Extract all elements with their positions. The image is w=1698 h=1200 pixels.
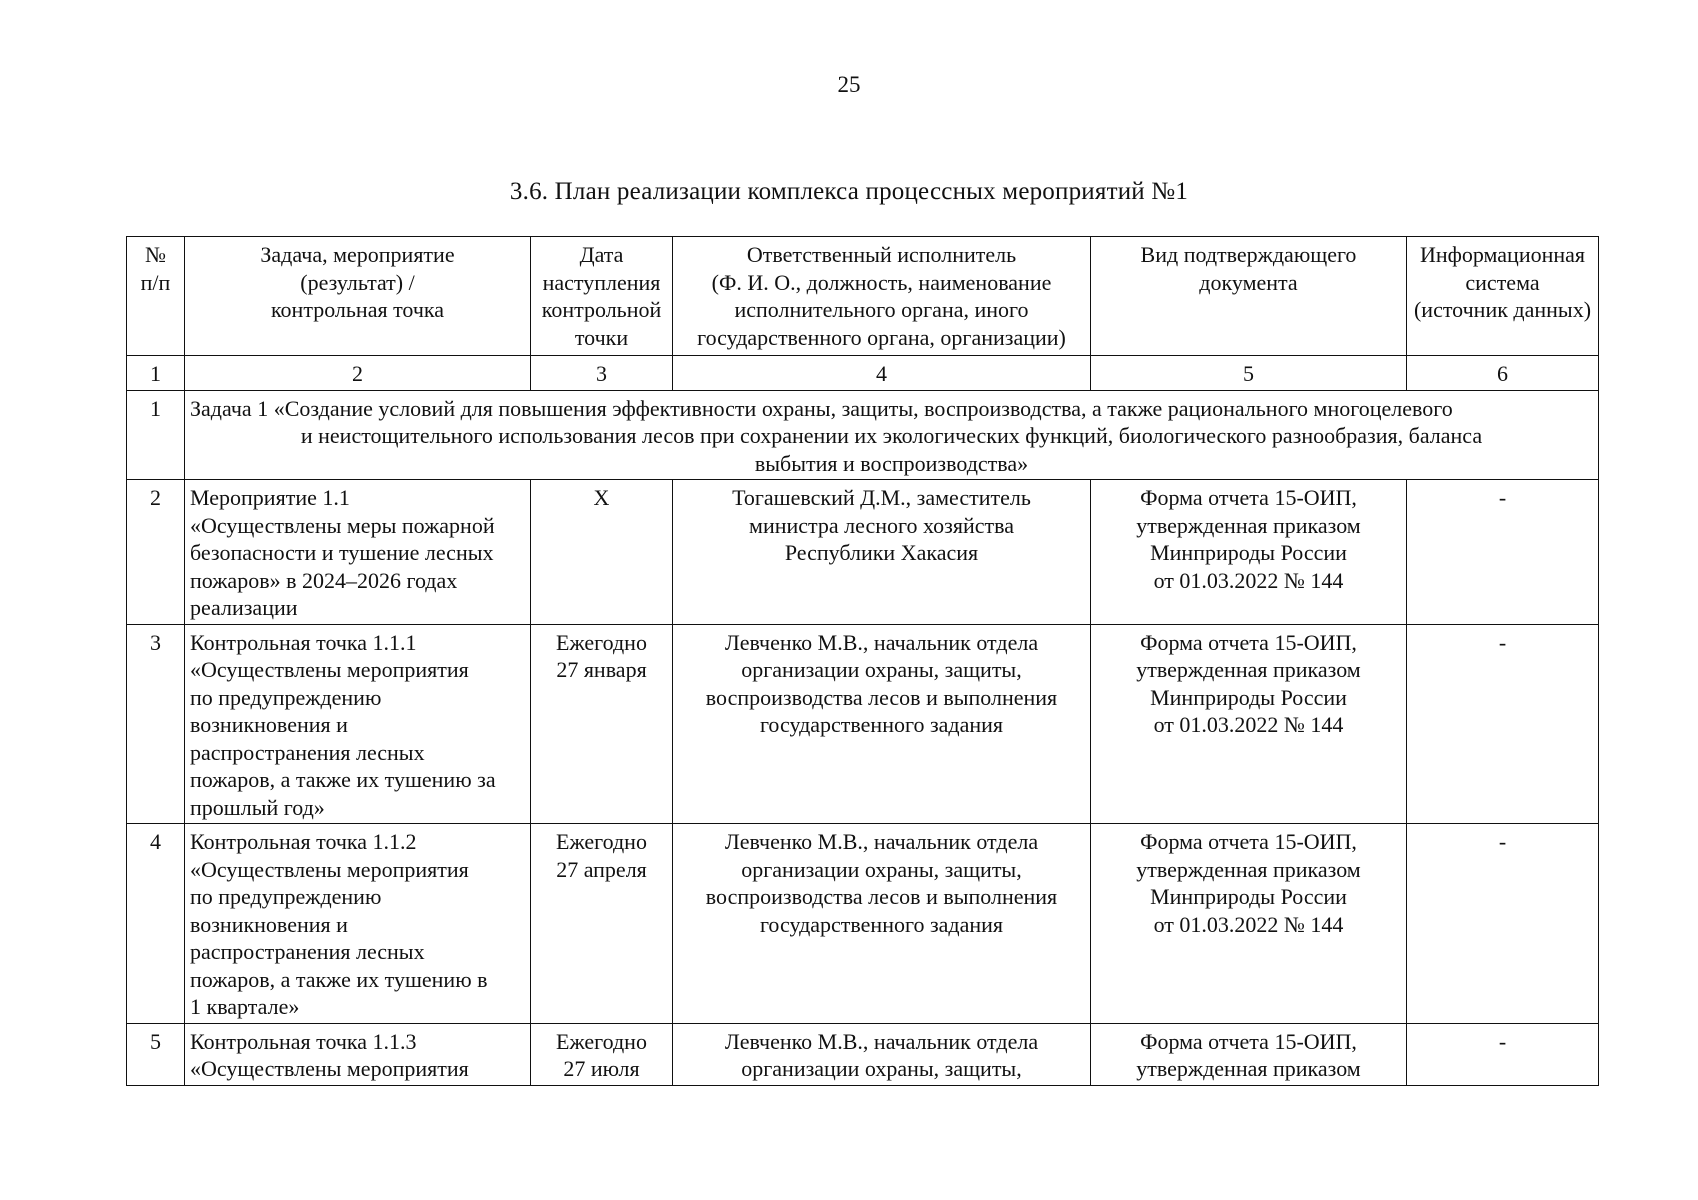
text-line: прошлый год»	[190, 794, 325, 820]
column-number: 4	[673, 356, 1091, 391]
text-line: Задача, мероприятие	[260, 242, 455, 267]
row-number: 4	[127, 824, 185, 1024]
text-line: утвержденная приказом	[1136, 1056, 1361, 1081]
text-line: «Осуществлены мероприятия	[190, 657, 469, 682]
column-number: 1	[127, 356, 185, 391]
text-line: Ежегодно	[556, 1028, 647, 1054]
text-line: Вид подтверждающего	[1140, 242, 1357, 267]
text-line: Информационная	[1419, 242, 1586, 267]
text-line: государственного задания	[759, 911, 1004, 937]
text-line: «Осуществлены меры пожарной	[190, 512, 495, 538]
document-cell	[1091, 480, 1407, 625]
text-line: Форма отчета 15-ОИП,	[1140, 629, 1357, 655]
text-line: от 01.03.2022 № 144	[1153, 712, 1344, 737]
text-line: воспроизводства лесов и выполнения	[705, 684, 1058, 710]
text-line: организации охраны, защиты,	[741, 657, 1022, 682]
text-line: 27 апреля	[556, 856, 647, 882]
text-line: Контрольная точка 1.1.2	[190, 829, 417, 854]
text-line: №	[145, 242, 166, 267]
text-line: безопасности и тушение лесных	[190, 540, 494, 565]
task-line: выбытия и воспроизводства»	[754, 450, 1029, 476]
table-row	[127, 480, 1599, 625]
text-line: организации охраны, защиты,	[741, 1056, 1022, 1081]
text-line: от 01.03.2022 № 144	[1153, 567, 1344, 593]
text-line: (источник данных)	[1413, 297, 1592, 322]
text-line: точки	[574, 324, 629, 350]
system-cell: -	[1407, 1023, 1599, 1085]
text-line: Контрольная точка 1.1.1	[190, 629, 417, 655]
row-number: 1	[127, 390, 185, 480]
header-system	[1407, 237, 1599, 356]
event-cell	[185, 480, 531, 625]
header-task	[185, 237, 531, 356]
row-number: 5	[127, 1023, 185, 1085]
executor-cell	[673, 480, 1091, 625]
text-line: по предупреждению	[190, 884, 382, 909]
document-title: 3.6. План реализации комплекса процессных мероприятий №1	[509, 178, 1189, 205]
text-line: Тогашевский Д.М., заместитель	[732, 485, 1031, 510]
page-number: 25	[837, 72, 861, 97]
text-line: утвержденная приказом	[1136, 657, 1361, 682]
text-line: Левченко М.В., начальник отдела	[724, 629, 1039, 655]
text-line: распространения лесных	[190, 739, 425, 765]
text-line: Левченко М.В., начальник отдела	[724, 1028, 1039, 1054]
text-line: возникновения и	[190, 712, 348, 737]
text-line: Республики Хакасия	[784, 540, 979, 565]
text-line: Ответственный исполнитель	[746, 242, 1017, 267]
text-line: министра лесного хозяйства	[749, 512, 1014, 538]
text-line: наступления	[542, 269, 661, 295]
text-line: X	[593, 485, 610, 510]
text-line: Минприроды России	[1150, 884, 1347, 909]
event-cell	[185, 1023, 531, 1085]
system-cell: -	[1407, 824, 1599, 1024]
text-line: 1 квартале»	[190, 994, 300, 1019]
event-cell	[185, 824, 531, 1024]
header-executor	[673, 237, 1091, 356]
text-line: Контрольная точка 1.1.3	[190, 1028, 417, 1054]
task-line: Задача 1 «Создание условий для повышения эффективности охраны, защиты, воспроизводства, а также рационального многоцелевого	[190, 395, 1453, 421]
text-line: Мероприятие 1.1	[190, 485, 350, 510]
text-line: Форма отчета 15-ОИП,	[1140, 485, 1357, 510]
text-line: (результат) /	[300, 269, 415, 295]
system-cell: -	[1407, 624, 1599, 824]
text-line: документа	[1199, 269, 1298, 295]
header-date	[531, 237, 673, 356]
task-line: и неистощительного использования лесов при сохранении их экологических функций, биологического разнообразия, баланса	[300, 423, 1483, 448]
column-number: 6	[1407, 356, 1599, 391]
text-line: возникновения и	[190, 911, 348, 937]
text-line: контрольная точка	[270, 297, 445, 322]
text-line: Ежегодно	[556, 629, 647, 655]
task-row	[127, 390, 1599, 480]
text-line: распространения лесных	[190, 939, 425, 964]
text-line: Минприроды России	[1150, 540, 1347, 565]
text-line: пожаров, а также их тушению в	[190, 966, 488, 992]
event-cell	[185, 624, 531, 824]
text-line: пожаров, а также их тушению за	[190, 767, 496, 792]
column-numbers-row	[127, 356, 1599, 391]
text-line: Левченко М.В., начальник отдела	[724, 829, 1039, 854]
table-header	[127, 237, 1599, 356]
text-line: реализации	[190, 595, 298, 620]
text-line: пожаров» в 2024–2026 годах	[190, 567, 458, 593]
document-cell	[1091, 1023, 1407, 1085]
header-num	[127, 237, 185, 356]
text-line: 27 января	[556, 657, 647, 682]
text-line: утвержденная приказом	[1136, 856, 1361, 882]
plan-table	[126, 236, 1599, 1086]
column-number: 2	[185, 356, 531, 391]
text-line: государственного органа, организации)	[697, 324, 1066, 350]
table-rows	[127, 480, 1599, 1086]
executor-cell	[673, 1023, 1091, 1085]
text-line: Ежегодно	[556, 829, 647, 854]
text-line: организации охраны, защиты,	[741, 856, 1022, 882]
date-cell	[531, 480, 673, 625]
text-line: система	[1465, 269, 1540, 295]
date-cell	[531, 824, 673, 1024]
executor-cell	[673, 624, 1091, 824]
text-line: по предупреждению	[190, 684, 382, 710]
table-row	[127, 824, 1599, 1024]
text-line: (Ф. И. О., должность, наименование	[711, 269, 1052, 295]
document-cell	[1091, 624, 1407, 824]
table-row	[127, 624, 1599, 824]
column-number: 3	[531, 356, 673, 391]
text-line: Форма отчета 15-ОИП,	[1140, 1028, 1357, 1054]
header-document	[1091, 237, 1407, 356]
text-line: от 01.03.2022 № 144	[1153, 911, 1344, 937]
text-line: «Осуществлены мероприятия	[190, 1056, 469, 1081]
executor-cell	[673, 824, 1091, 1024]
text-line: п/п	[140, 269, 171, 295]
text-line: Форма отчета 15-ОИП,	[1140, 829, 1357, 854]
date-cell	[531, 624, 673, 824]
text-line: Дата	[579, 242, 624, 267]
system-cell: -	[1407, 480, 1599, 625]
table-row	[127, 1023, 1599, 1085]
text-line: исполнительного органа, иного	[734, 297, 1029, 322]
text-line: утвержденная приказом	[1136, 512, 1361, 538]
date-cell	[531, 1023, 673, 1085]
text-line: воспроизводства лесов и выполнения	[705, 884, 1058, 909]
text-line: «Осуществлены мероприятия	[190, 856, 469, 882]
text-line: государственного задания	[759, 712, 1004, 737]
row-number: 3	[127, 624, 185, 824]
column-number: 5	[1091, 356, 1407, 391]
text-line: Минприроды России	[1150, 684, 1347, 710]
text-line: 27 июля	[563, 1056, 640, 1081]
document-cell	[1091, 824, 1407, 1024]
header-row	[127, 237, 1599, 356]
task-description	[185, 390, 1599, 480]
row-number: 2	[127, 480, 185, 625]
text-line: контрольной	[541, 297, 662, 322]
